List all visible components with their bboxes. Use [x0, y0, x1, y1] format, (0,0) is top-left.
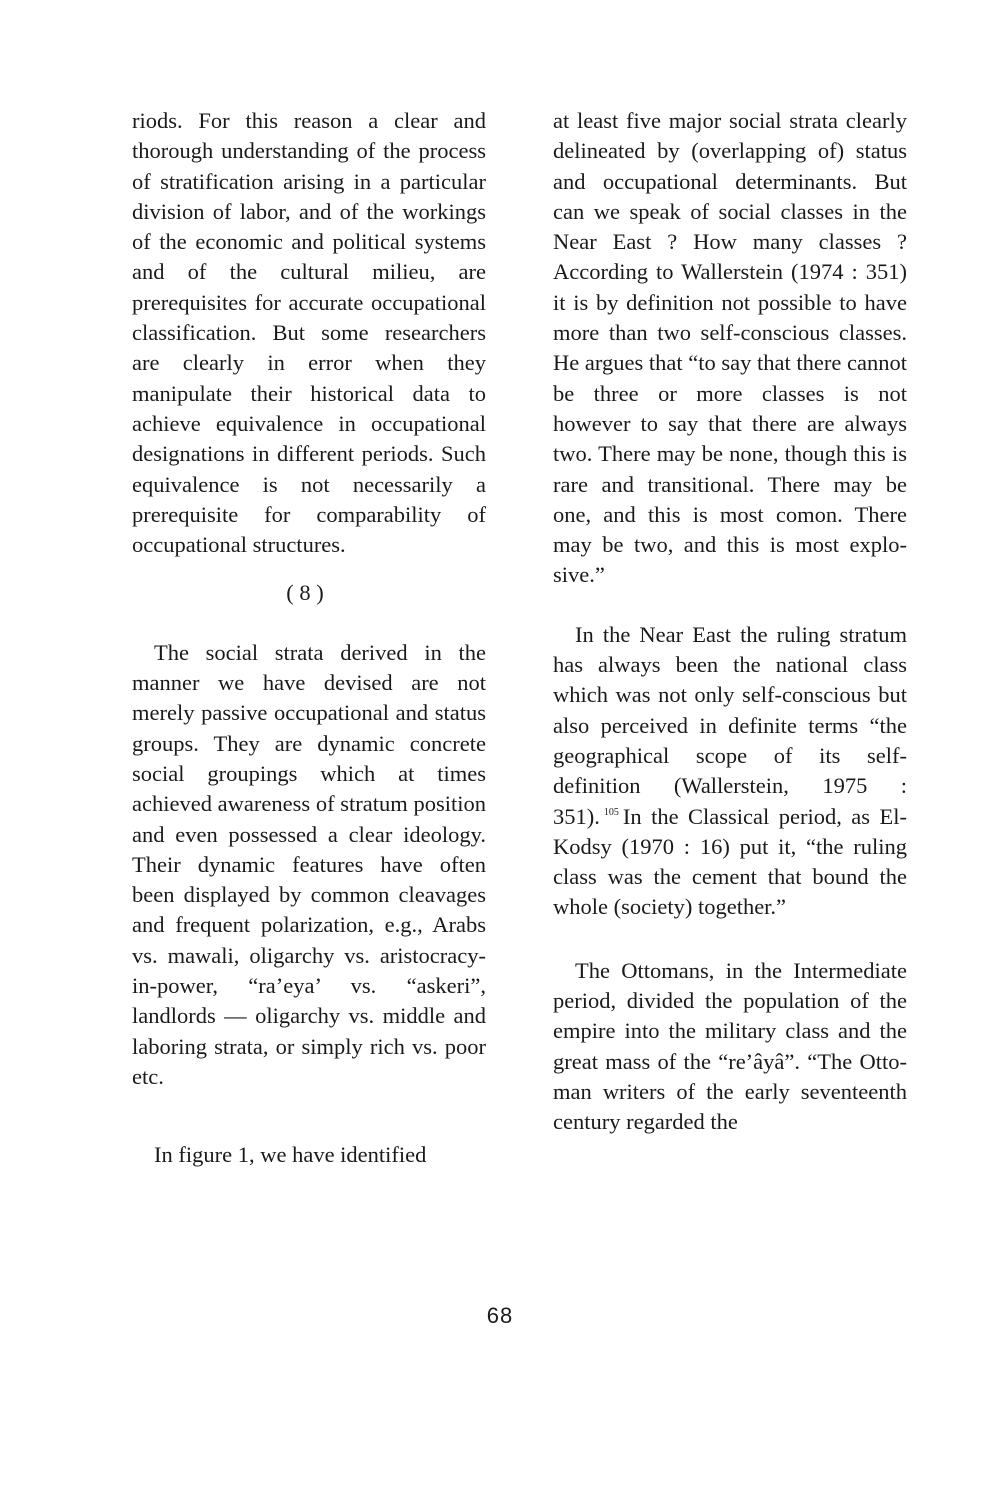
left-paragraph-1: riods. For this reason a clear and thorough understanding of the process of stratification arising in a particular division of labor, and of the workings of the economic and political systems and of the cultural milieu, are prerequisites for accurate occupational classification. But some researchers are clearly in error when they manipulate their historical data to achieve equivalence in occupational designations in different periods. Such equivalence is not necessarily a prerequisite for comparability of occupational structures. [132, 108, 486, 558]
right-paragraph-1: at least five major social strata clearly delineated by (overlapping of) status and occupational determinants. But can we speak of social classes in the Near East ? How many classes ? According to Wallerstein (1974 : 351) it is by definition not possible to have more than two self-conscious classes. He argues that “to say that there cannot be three or more classes is not however to say that there are always two. There may be none, though this is rare and transitional. There may be one, and this is most comon. There may be two, and this is most explosive.” [553, 108, 907, 588]
right-paragraph-2-part-1: In the Near East the ruling stratum has always been the national class which was not only self-conscious but also perceived in definite terms “the geographical scope of its self-definition (Wallerstein, 1975 : 351). [553, 621, 907, 829]
page-number: 68 [486, 1303, 514, 1328]
left-column [132, 106, 486, 1171]
right-paragraph-2-part-2: In the Classical period, as El-Kodsy (1970 : 16) put it, “the ruling class was the cement that bound the whole (society) together.” [553, 803, 907, 920]
left-paragraph-3: In figure 1, we have identified [154, 1142, 427, 1168]
right-paragraph-3: The Ottomans, in the Intermediate period, divided the population of the empire into the military class and the great mass of the “re’âyâ”. “The Ottoman writers of the early seventeenth century regarded the [553, 957, 907, 1135]
right-paragraph-2 [553, 620, 907, 923]
section-number: ( 8 ) [286, 580, 324, 606]
footnote-marker: 105 [603, 807, 619, 819]
left-paragraph-2: The social strata derived in the manner we have devised are not merely passive occupational and status groups. They are dynamic concrete social groupings which at times achieved awareness of stratum position and even possessed a clear ideology. Their dynamic features have often been displayed by common cleavages and frequent polarization, e.g., Arabs vs. mawali, oligarchy vs. aristocracy-in-power, “ra’eya’ vs. “askeri”, landlords — oligarchy vs. middle and laboring strata, or simply rich vs. poor etc. [132, 639, 486, 1089]
right-column [553, 106, 907, 1138]
